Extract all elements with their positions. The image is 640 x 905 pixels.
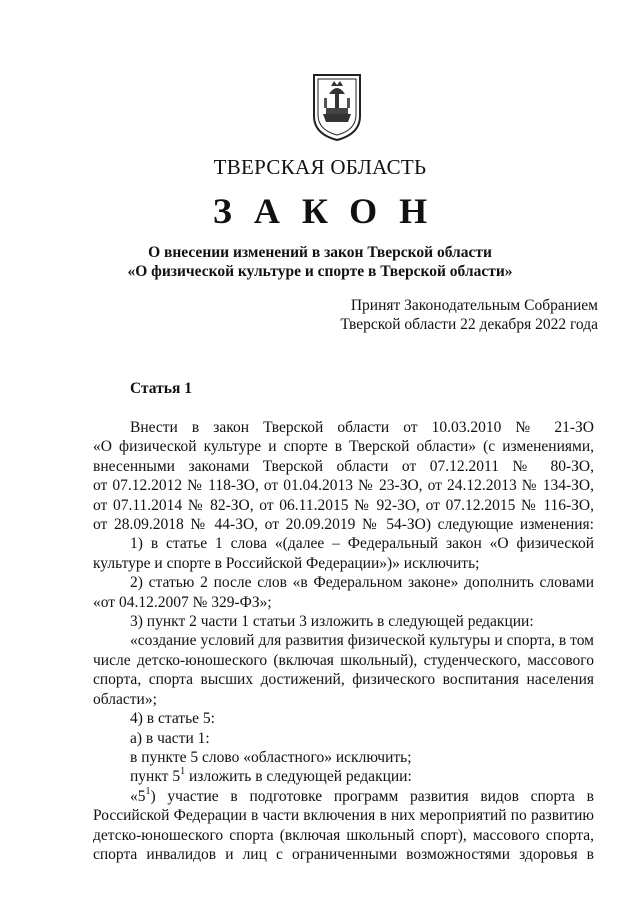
- body-line: [93, 767, 594, 786]
- superscript: 1: [180, 766, 186, 778]
- text-segment: пункт 5: [130, 768, 181, 786]
- body-line: Российской Федерации в части включения в них мероприятий по развитию: [93, 807, 594, 825]
- body-line: спорта, спорта высших достижений, физического воспитания населения: [93, 671, 594, 689]
- body-line: от 07.11.2014 № 82-ЗО, от 06.11.2015 № 92-ЗО, от 07.12.2015 № 116-ЗО,: [93, 496, 594, 514]
- body-line: «создание условий для развития физической культуры и спорта, в том: [130, 632, 594, 650]
- superscript: 1: [145, 785, 151, 797]
- text-segment: «5: [130, 787, 146, 805]
- body-line: 2) статью 2 после слов «в Федеральном законе» дополнить словами: [130, 574, 594, 592]
- law-title: [0, 243, 640, 281]
- body-line: спорта инвалидов и лиц с ограниченными возможностями здоровья в: [93, 845, 594, 863]
- region-name: ТВЕРСКАЯ ОБЛАСТЬ: [213, 155, 427, 179]
- text-segment: изложить в следующей редакции:: [185, 768, 412, 786]
- body-line: числе детско-юношеского (включая школьный), студенческого, массового: [93, 651, 594, 669]
- body-line: а) в части 1:: [130, 729, 210, 747]
- article-body: [93, 418, 594, 864]
- body-line: 1) в статье 1 слова «(далее – Федеральный закон «О физической: [130, 535, 594, 553]
- law-title-line: О внесении изменений в закон Тверской области: [148, 244, 492, 261]
- adoption-note-line: Принят Законодательным Собранием: [350, 297, 598, 314]
- adoption-note: [340, 296, 598, 334]
- body-line: [93, 787, 594, 806]
- body-line: от 07.12.2012 № 118-ЗО, от 01.04.2013 № 23-ЗО, от 24.12.2013 № 134-ЗО,: [93, 477, 594, 495]
- body-line: от 28.09.2018 № 44-ЗО, от 20.09.2019 № 54-ЗО) следующие изменения:: [93, 516, 594, 534]
- body-line: внесенными законами Тверской области от 07.12.2011 № 80-ЗО,: [93, 457, 594, 475]
- adoption-note-line: Тверской области 22 декабря 2022 года: [340, 316, 598, 333]
- document-type-heading: ЗАКОН: [212, 191, 450, 231]
- text-segment: ) участие в подготовке программ развития видов спорта в: [150, 787, 594, 805]
- body-line: «О физической культуре и спорте в Тверской области» (с изменениями,: [93, 438, 594, 456]
- article-heading: Статья 1: [130, 380, 192, 397]
- body-line: в пункте 5 слово «областного» исключить;: [130, 748, 412, 766]
- body-line: «от 04.12.2007 № 329-ФЗ»;: [93, 593, 272, 611]
- body-line: детско-юношеского спорта (включая школьный спорт), массового спорта,: [93, 826, 594, 844]
- law-title-line: «О физической культуре и спорте в Тверской области»: [127, 263, 513, 280]
- body-line: 3) пункт 2 части 1 статьи 3 изложить в следующей редакции:: [130, 613, 534, 631]
- body-line: 4) в статье 5:: [130, 710, 215, 728]
- body-line: области»;: [93, 690, 157, 708]
- tver-coat-of-arms-emblem: [311, 72, 363, 142]
- body-line: Внести в закон Тверской области от 10.03.2010 № 21-ЗО: [130, 419, 594, 436]
- body-line: культуре и спорте в Российской Федерации»)» исключить;: [93, 554, 480, 572]
